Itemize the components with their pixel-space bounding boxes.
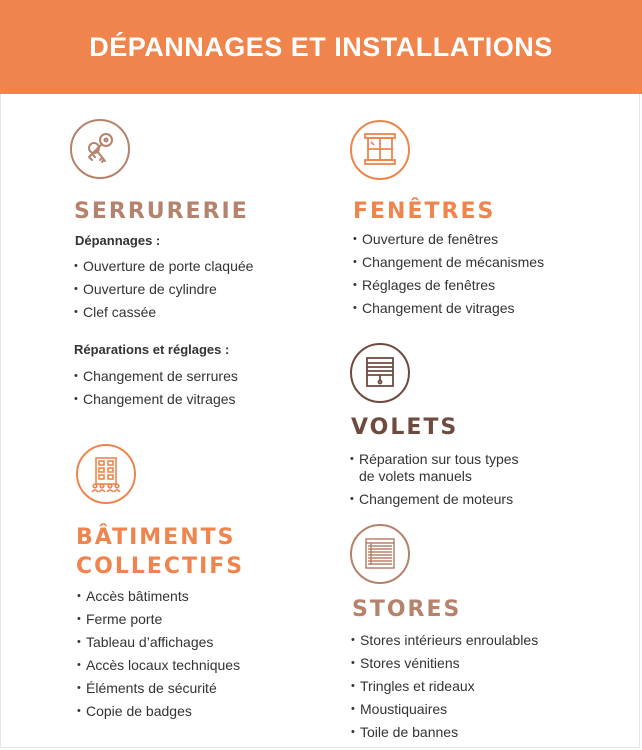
- list-item: • Clef cassée: [74, 304, 253, 327]
- section-title-serrurerie: SERRURERIE: [74, 199, 249, 224]
- subhead-depannages: Dépannages :: [75, 233, 161, 248]
- header-banner: [0, 0, 642, 94]
- list-batiments: [77, 588, 240, 726]
- list-item: • Éléments de sécurité: [77, 680, 240, 703]
- list-item: • Toile de bannes: [351, 724, 538, 747]
- shutter-icon: [350, 343, 410, 403]
- list-item: • Changement de serrures: [74, 368, 238, 391]
- section-title-batiments-line2: COLLECTIFS: [76, 554, 245, 579]
- list-serrurerie-reparations: [74, 368, 238, 414]
- list-item: • Accès locaux techniques: [77, 657, 240, 680]
- list-item: • Stores vénitiens: [351, 655, 538, 678]
- list-item-line: Réparation sur tous types: [359, 451, 519, 467]
- list-item: • Tringles et rideaux: [351, 678, 538, 701]
- list-serrurerie-depannages: [74, 258, 253, 327]
- list-item: [350, 451, 519, 491]
- list-item: • Ouverture de fenêtres: [353, 231, 544, 254]
- list-item: • Changement de moteurs: [350, 491, 519, 514]
- window-icon: [350, 120, 410, 180]
- subhead-reparations: Réparations et réglages :: [74, 342, 230, 357]
- building-icon: [76, 444, 136, 504]
- list-stores: [351, 632, 538, 747]
- list-volets: [350, 451, 519, 514]
- section-title-fenetres: FENÊTRES: [353, 199, 496, 224]
- list-item: • Moustiquaires: [351, 701, 538, 724]
- blinds-icon: [350, 524, 410, 584]
- section-title-stores: STORES: [352, 597, 462, 622]
- list-item: • Tableau d’affichages: [77, 634, 240, 657]
- list-fenetres: [353, 231, 544, 323]
- keys-icon: [70, 119, 130, 179]
- list-item: • Changement de mécanismes: [353, 254, 544, 277]
- section-title-volets: VOLETS: [351, 415, 459, 440]
- section-title-batiments-line1: BÂTIMENTS: [76, 525, 236, 550]
- list-item: • Ferme porte: [77, 611, 240, 634]
- list-item: • Stores intérieurs enroulables: [351, 632, 538, 655]
- list-item-line: de volets manuels: [359, 468, 472, 484]
- list-item: • Copie de badges: [77, 703, 240, 726]
- list-item: • Ouverture de cylindre: [74, 281, 253, 304]
- page-title: DÉPANNAGES ET INSTALLATIONS: [89, 31, 553, 62]
- list-item: • Changement de vitrages: [353, 300, 544, 323]
- list-item: • Changement de vitrages: [74, 391, 238, 414]
- list-item: • Ouverture de porte claquée: [74, 258, 253, 281]
- list-item: • Réglages de fenêtres: [353, 277, 544, 300]
- list-item: • Accès bâtiments: [77, 588, 240, 611]
